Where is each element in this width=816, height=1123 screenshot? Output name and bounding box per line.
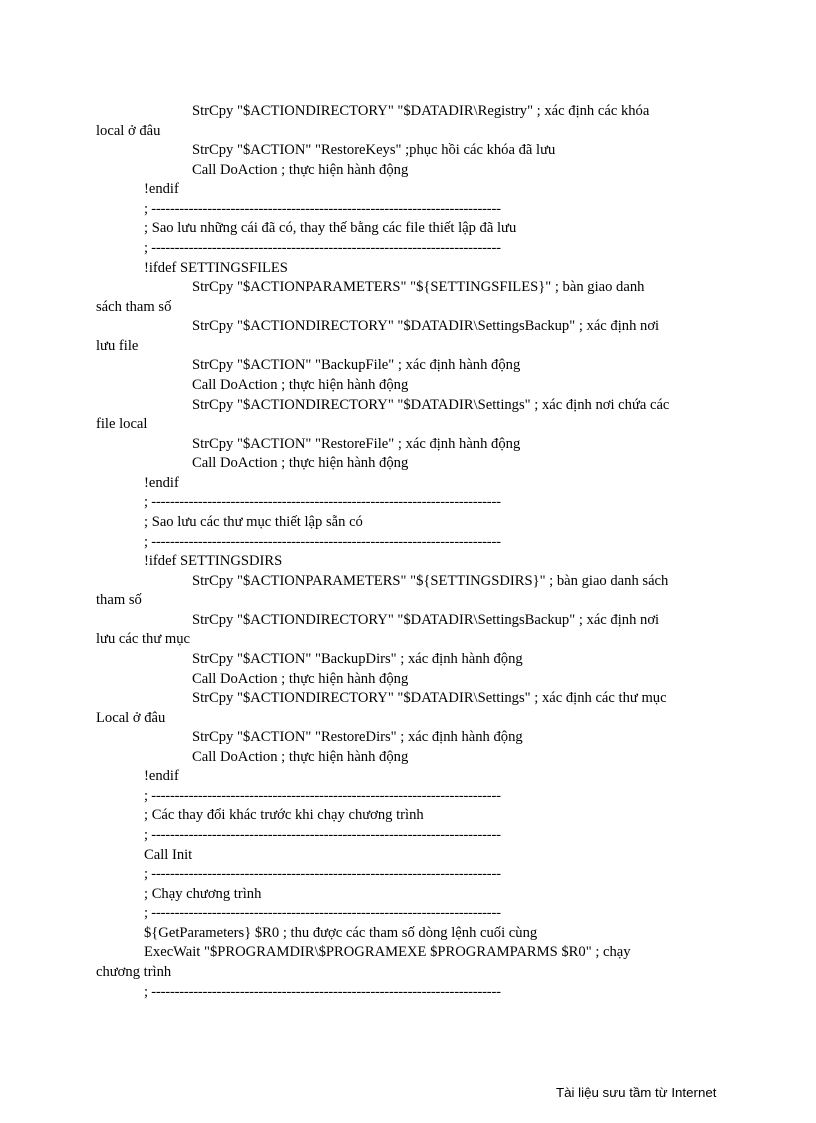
code-line: StrCpy "$ACTIONDIRECTORY" "$DATADIR\SettingsBackup" ; xác định nơi: [192, 612, 660, 628]
code-line: StrCpy "$ACTION" "RestoreFile" ; xác định hành động: [192, 436, 521, 452]
code-line: Call DoAction ; thực hiện hành động: [192, 377, 409, 393]
code-line: tham số: [96, 592, 142, 608]
code-line: Call DoAction ; thực hiện hành động: [192, 749, 409, 765]
code-line: lưu các thư mục: [96, 631, 191, 647]
code-line: ${GetParameters} $R0 ; thu được các tham số dòng lệnh cuối cùng: [144, 925, 538, 941]
code-line: StrCpy "$ACTIONDIRECTORY" "$DATADIR\Registry" ; xác định các khóa: [192, 103, 650, 119]
code-line: file local: [96, 416, 148, 432]
code-line: sách tham số: [96, 299, 172, 315]
code-line: lưu file: [96, 338, 139, 354]
code-line: local ở đâu: [96, 123, 161, 139]
separator-line: ; ---------------------------------------------------------------------------: [144, 788, 501, 804]
code-line: Call DoAction ; thực hiện hành động: [192, 671, 409, 687]
separator-line: ; ---------------------------------------------------------------------------: [144, 866, 501, 882]
code-line: StrCpy "$ACTION" "RestoreKeys" ;phục hồi các khóa đã lưu: [192, 142, 556, 158]
code-line: !ifdef SETTINGSFILES: [144, 260, 288, 276]
code-line: StrCpy "$ACTION" "RestoreDirs" ; xác định hành động: [192, 729, 523, 745]
code-line: StrCpy "$ACTION" "BackupDirs" ; xác định hành động: [192, 651, 523, 667]
code-line: Call Init: [144, 847, 193, 863]
code-line: StrCpy "$ACTIONDIRECTORY" "$DATADIR\Settings" ; xác định nơi chứa các: [192, 397, 670, 413]
code-line: Call DoAction ; thực hiện hành động: [192, 455, 409, 471]
code-line: !endif: [144, 475, 179, 491]
code-line: !endif: [144, 768, 179, 784]
comment-line: ; Sao lưu các thư mục thiết lập sẵn có: [144, 514, 363, 530]
separator-line: ; ---------------------------------------------------------------------------: [144, 905, 501, 921]
separator-line: ; ---------------------------------------------------------------------------: [144, 494, 501, 510]
code-line: StrCpy "$ACTIONDIRECTORY" "$DATADIR\SettingsBackup" ; xác định nơi: [192, 318, 660, 334]
code-line: !endif: [144, 181, 179, 197]
separator-line: ; ---------------------------------------------------------------------------: [144, 534, 501, 550]
separator-line: ; ---------------------------------------------------------------------------: [144, 984, 501, 1000]
page-footer: Tài liệu sưu tầm từ Internet: [556, 1085, 717, 1100]
comment-line: ; Các thay đổi khác trước khi chạy chương trình: [144, 807, 424, 823]
code-line: StrCpy "$ACTIONPARAMETERS" "${SETTINGSDIRS}" ; bàn giao danh sách: [192, 573, 669, 589]
code-line: StrCpy "$ACTIONDIRECTORY" "$DATADIR\Settings" ; xác định các thư mục: [192, 690, 667, 706]
code-line: Local ở đâu: [96, 710, 166, 726]
code-line: ExecWait "$PROGRAMDIR\$PROGRAMEXE $PROGRAMPARMS $R0" ; chạy: [144, 944, 631, 960]
separator-line: ; ---------------------------------------------------------------------------: [144, 827, 501, 843]
separator-line: ; ---------------------------------------------------------------------------: [144, 240, 501, 256]
code-line: !ifdef SETTINGSDIRS: [144, 553, 283, 569]
comment-line: ; Sao lưu những cái đã có, thay thế bằng các file thiết lập đã lưu: [144, 220, 517, 236]
comment-line: ; Chạy chương trình: [144, 886, 262, 902]
code-line: Call DoAction ; thực hiện hành động: [192, 162, 409, 178]
separator-line: ; ---------------------------------------------------------------------------: [144, 201, 501, 217]
code-line: StrCpy "$ACTIONPARAMETERS" "${SETTINGSFILES}" ; bàn giao danh: [192, 279, 645, 295]
code-line: StrCpy "$ACTION" "BackupFile" ; xác định hành động: [192, 357, 521, 373]
code-line: chương trình: [96, 964, 172, 980]
